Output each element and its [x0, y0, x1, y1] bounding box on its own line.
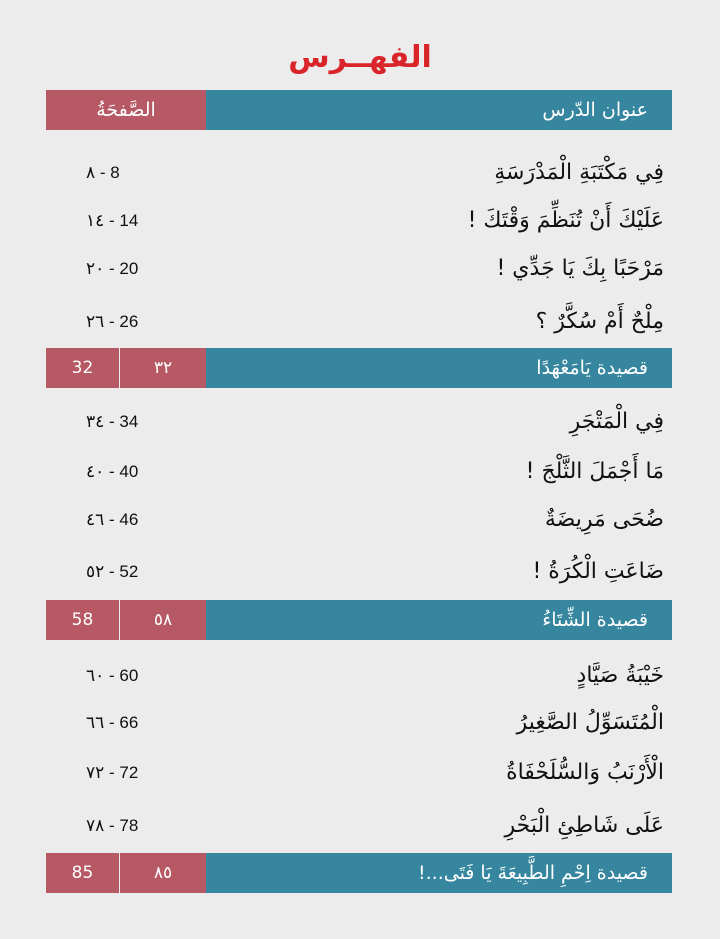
lesson-pages: ٨ - 8 [86, 163, 120, 182]
poem-page-arabic: ٣٢ [120, 348, 206, 388]
lesson-column-header: عنوان الدّرس [206, 90, 672, 130]
lesson-row[interactable] [46, 500, 672, 540]
poem-row[interactable] [46, 600, 672, 640]
lesson-pages: ١٤ - 14 [86, 211, 139, 230]
lesson-pages: ٣٤ - 34 [86, 412, 139, 431]
lesson-title: خَيْبَةُ صَيَّادٍ [576, 663, 664, 688]
table-header [46, 90, 672, 130]
lesson-pages: ٧٢ - 72 [86, 763, 139, 782]
lesson-pages: ٦٦ - 66 [86, 713, 139, 732]
lesson-title: فِي مَكْتَبَةِ الْمَدْرَسَةِ [494, 160, 664, 185]
lesson-pages: ٥٢ - 52 [86, 562, 139, 581]
lesson-row[interactable] [46, 452, 672, 492]
poem-page-latin: 85 [46, 853, 119, 893]
poem-row[interactable] [46, 348, 672, 388]
poem-page-arabic: ٥٨ [120, 600, 206, 640]
lesson-row[interactable] [46, 201, 672, 241]
lesson-row[interactable] [46, 249, 672, 289]
lesson-pages: ٢٠ - 20 [86, 259, 139, 278]
lesson-title: مَرْحَبًا بِكَ يَا جَدِّي ! [496, 256, 664, 281]
lesson-title: عَلَى شَاطِئِ الْبَحْرِ [504, 813, 664, 838]
lesson-pages: ٤٦ - 46 [86, 510, 139, 529]
page-column-header: الصَّفحَةُ [46, 90, 206, 130]
lesson-pages: ٢٦ - 26 [86, 312, 139, 331]
lesson-title: الْأَرْنَبُ وَالسُّلَحْفَاةُ [506, 760, 664, 785]
lesson-title: الْمُتَسَوِّلُ الصَّغِيرُ [516, 710, 664, 735]
lesson-pages: ٤٠ - 40 [86, 462, 139, 481]
poem-page-arabic: ٨٥ [120, 853, 206, 893]
lesson-row[interactable] [46, 806, 672, 846]
poem-page-latin: 32 [46, 348, 119, 388]
poem-page-latin: 58 [46, 600, 119, 640]
lesson-title: مَا أَجْمَلَ الثَّلْجَ ! [525, 459, 664, 484]
lesson-pages: ٧٨ - 78 [86, 816, 139, 835]
lesson-title: ضُحَى مَرِيضَةٌ [544, 507, 664, 532]
lesson-pages: ٦٠ - 60 [86, 666, 139, 685]
poem-title: قصيدة يَامَعْهَدًا [206, 348, 672, 388]
lesson-row[interactable] [46, 703, 672, 743]
lesson-title: فِي الْمَتْجَرِ [569, 409, 664, 434]
lesson-title: عَلَيْكَ أَنْ تُنَظِّمَ وَقْتَكَ ! [467, 208, 664, 233]
poem-title: قصيدة الشِّتَاءُ [206, 600, 672, 640]
lesson-row[interactable] [46, 552, 672, 592]
lesson-row[interactable] [46, 302, 672, 342]
lesson-row[interactable] [46, 153, 672, 193]
lesson-row[interactable] [46, 402, 672, 442]
page-title: الفهــرس [288, 40, 432, 75]
lesson-title: ضَاعَتِ الْكُرَةُ ! [532, 559, 664, 584]
lesson-row[interactable] [46, 753, 672, 793]
poem-row[interactable] [46, 853, 672, 893]
lesson-row[interactable] [46, 656, 672, 696]
poem-title: قصيدة اِحْمِ الطَّبِيعَةَ يَا فَتَى...! [206, 853, 672, 893]
lesson-title: مِلْحٌ أَمْ سُكَّرٌ ؟ [535, 309, 664, 334]
